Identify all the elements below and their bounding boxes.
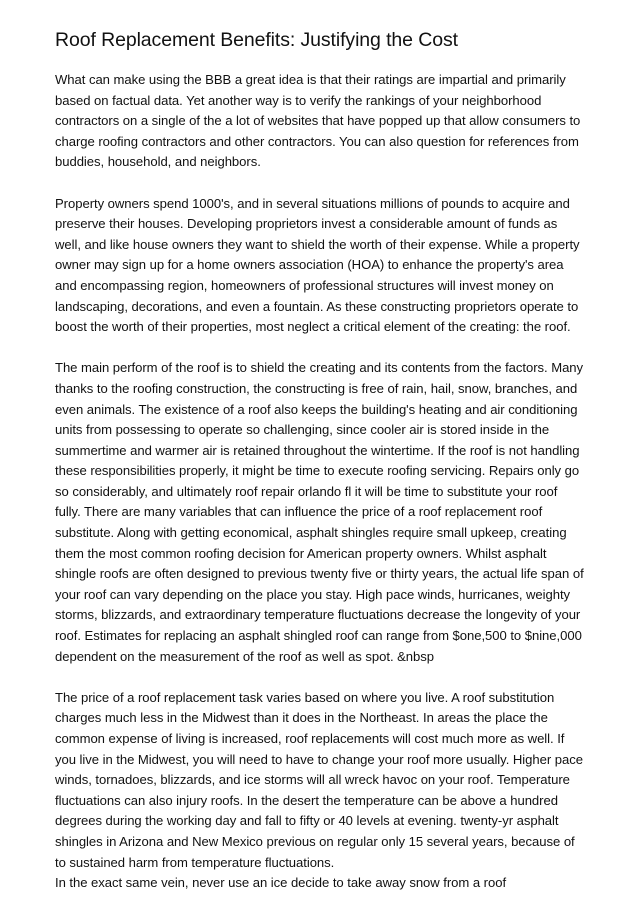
paragraph-2: Property owners spend 1000's, and in several situations millions of pounds to acquire and preserve their houses. Developing proprietors invest a considerable amount of funds as well, and like house owners they want to shield the worth of their expense. While a property owner may sign up for a home owners association (HOA) to enhance the property's area and encompassing region, homeowners of professional structures will invest money on landscaping, decorations, and even a fountain. As these constructing proprietors operate to boost the worth of their properties, most neglect a critical element of the creating: the roof. <box>55 195 580 335</box>
page-title: Roof Replacement Benefits: Justifying the Cost <box>55 29 458 51</box>
paragraph-3: The main perform of the roof is to shield the creating and its contents from the factors. Many thanks to the roofing construction, the constructing is free of rain, hail, snow, branches, and even animals. The existence of a roof also keeps the building's heating and air conditioning units from possessing to operate so challenging, since cooler air is stored inside in the summertime and warmer air is retained throughout the wintertime. If the roof is not handling these responsibilities properly, it might be time to execute roofing servicing. Repairs only go so considerably, and ultimately roof repair orlando fl it will be time to substitute your roof fully. There are many variables that can influence the price of a roof replacement roof substitute. Along with getting economical, asphalt shingles require small upkeep, creating them the most common roofing decision for American property owners. Whilst asphalt shingle roofs are often designed to previous twenty five or thirty years, the actual life span of your roof can vary depending on the place you stay. High pace winds, hurricanes, weighty storms, blizzards, and extraordinary temperature fluctuations decrease the longevity of your roof. Estimates for replacing an asphalt shingled roof can range from $one,500 to $nine,000 dependent on the measurement of the roof as well as spot. &nbsp <box>55 360 584 664</box>
paragraph-4: The price of a roof replacement task varies based on where you live. A roof substitution charges much less in the Midwest than it does in the Northeast. In areas the place the common expense of living is increased, roof replacements will cost much more as well. If you live in the Midwest, you will need to have to change your roof more usually. Higher pace winds, tornadoes, blizzards, and ice storms will all wreck havoc on your roof. Temperature fluctuations can also injury roofs. In the desert the temperature can be above a hundred degrees during the working day and fall to fifty or 40 levels at evening. twenty-yr asphalt shingles in Arizona and New Mexico previous on regular only 15 several years, because of to sustained harm from temperature fluctuations. <box>55 689 583 870</box>
paragraph-1: What can make using the BBB a great idea is that their ratings are impartial and primarily based on factual data. Yet another way is to verify the rankings of your neighborhood contractors on a single of the a lot of websites that have popped up that allow consumers to charge roofing contractors and other contractors. You can also question for references from buddies, household, and neighbors. <box>55 72 581 170</box>
paragraph-5: In the exact same vein, never use an ice decide to take away snow from a roof <box>55 875 507 891</box>
